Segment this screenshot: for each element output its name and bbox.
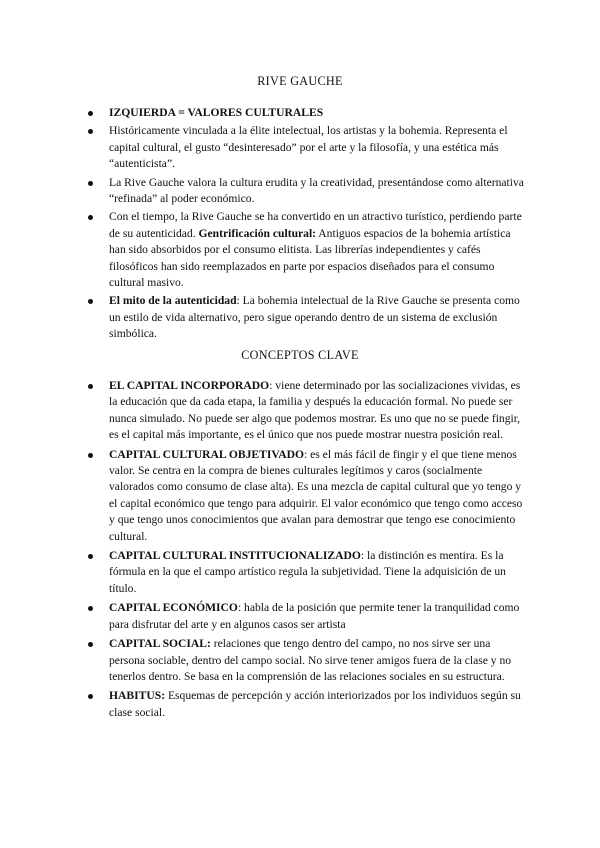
item-text-continued: Antiguos espacios de la bohemia artística han sido absorbidos por el consumo elitista. Las librerías independientes y cafés filosóficos han sido reemplazados en parte por espacios diseñados para el consumo cultural masivo.	[109, 226, 511, 290]
item-text: : viene determinado por las socializaciones vividas, es la educación que da cada etapa, la familia y después la educación formal. No puede ser nunca simulado. No puede ser algo que podemos mostrar. Es uno que no se puede fingir, es el capital más importante, es el único que nos puede mostrar nuestra posición real.	[109, 379, 521, 442]
bullet-icon	[88, 111, 93, 116]
item-bold: CAPITAL CULTURAL OBJETIVADO	[109, 447, 304, 461]
item-bold: Gentrificación cultural:	[198, 226, 317, 240]
item-text: Esquemas de percepción y acción interiorizados por los individuos según su clase social.	[109, 689, 521, 719]
list-item	[0, 447, 600, 545]
bullet-icon	[88, 642, 93, 647]
section1-list	[0, 105, 600, 345]
section-title: CONCEPTOS CLAVE	[241, 348, 359, 362]
list-item	[0, 209, 600, 291]
item-bold: CAPITAL ECONÓMICO	[109, 601, 238, 615]
bullet-icon	[88, 181, 93, 186]
list-item	[0, 548, 600, 597]
item-bold: CAPITAL CULTURAL INSTITUCIONALIZADO	[109, 549, 361, 563]
item-bold: CAPITAL SOCIAL:	[109, 637, 211, 651]
bullet-icon	[88, 453, 93, 458]
list-item	[0, 636, 600, 685]
list-item	[0, 688, 600, 721]
list-item	[0, 600, 600, 633]
list-item	[0, 123, 600, 172]
item-text: Históricamente vinculada a la élite intelectual, los artistas y la bohemia. Representa el capital cultural, el gusto “desinteresado” por el arte y la filosofía, y una estética más “autenticista”.	[109, 124, 508, 171]
bullet-icon	[88, 299, 93, 304]
bullet-icon	[88, 694, 93, 699]
list-item	[0, 378, 600, 444]
bullet-icon	[88, 384, 93, 389]
list-item	[0, 293, 600, 342]
item-text: : es el más fácil de fingir y el que tiene menos valor. Se centra en la compra de bienes culturales legítimos y caros (socialmente valorados como consumo de clase alta). Es una mezcla de capital cultural que yo tengo y el capital económico que tengo para adquirir. El valor económico que tengo como acceso y que tengo unos conocimientos que avalan para demostrar que tengo ese conocimiento cultural.	[109, 447, 523, 543]
item-bold: HABITUS:	[109, 689, 166, 703]
list-item	[0, 175, 600, 208]
section2-list	[0, 378, 600, 724]
item-text: La Rive Gauche valora la cultura erudita y la creatividad, presentándose como alternativa “refinada” al poder económico.	[109, 175, 524, 206]
item-text: Con el tiempo, la Rive Gauche se ha convertido en un atractivo turístico, perdiendo parte de su autenticidad.	[109, 210, 522, 240]
item-text: : La bohemia intelectual de la Rive Gauche se presenta como un estilo de vida alternativo, pero sigue operando dentro de un sistema de exclusión simbólica.	[109, 294, 520, 341]
list-item	[0, 105, 600, 121]
item-bold: El mito de la autenticidad	[109, 294, 237, 308]
bullet-icon	[88, 129, 93, 134]
item-text: : la distinción es mentira. Es la fórmula en la que el campo artístico regula la subjetividad. Tiene la adquisición de un título.	[109, 549, 506, 595]
bullet-icon	[88, 606, 93, 611]
bullet-icon	[88, 554, 93, 559]
item-text: relaciones que tengo dentro del campo, no nos sirve ser una persona sociable, dentro del campo social. No sirve tener amigos fuera de la clase y no tenerlos dentro. Se basa en la comprensión de las relaciones sociales en su estructura.	[109, 637, 512, 683]
item-bold: IZQUIERDA = VALORES CULTURALES	[109, 106, 324, 119]
item-text: : habla de la posición que permite tener la tranquilidad como para disfrutar del arte y en algunos casos ser artista	[109, 601, 520, 631]
item-bold: EL CAPITAL INCORPORADO	[109, 379, 270, 392]
bullet-icon	[88, 215, 93, 220]
page-title: RIVE GAUCHE	[257, 74, 343, 88]
